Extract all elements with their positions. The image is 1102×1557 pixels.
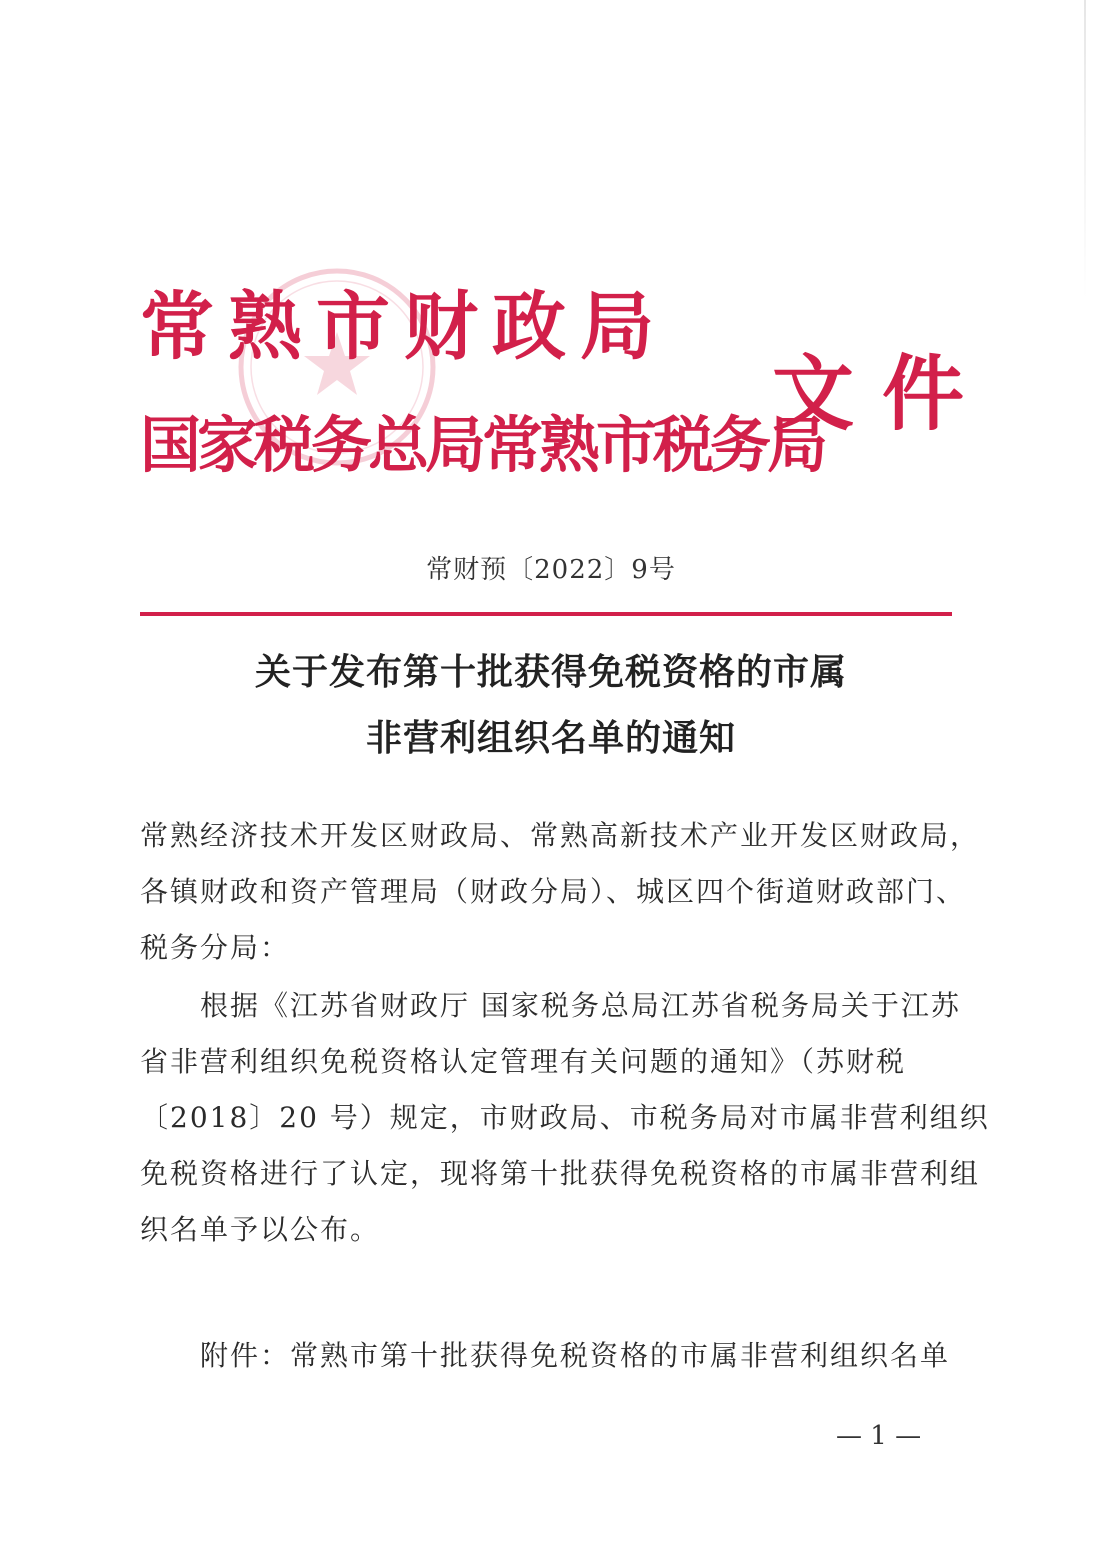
document-title-line-1: 关于发布第十批获得免税资格的市属 bbox=[254, 651, 847, 693]
document-title-line-2: 非营利组织名单的通知 bbox=[365, 717, 736, 759]
attachment-note: 附件：常熟市第十批获得免税资格的市属非营利组织名单 bbox=[200, 1339, 951, 1372]
document-number: 常财预〔2022〕9号 bbox=[426, 555, 676, 585]
recipients-block bbox=[140, 808, 981, 976]
body-paragraph bbox=[140, 978, 990, 1258]
body-line: 免税资格进行了认定，现将第十批获得免税资格的市属非营利组 bbox=[140, 1157, 981, 1190]
scan-edge-mark bbox=[1084, 0, 1086, 300]
page-number: — 1 — bbox=[836, 1421, 922, 1451]
body-line: 根据《江苏省财政厅 国家税务总局江苏省税务局关于江苏 bbox=[200, 989, 961, 1022]
issuer-line-tax-bureau: 国家税务总局常熟市税务局 bbox=[140, 410, 825, 481]
issuer-line-finance-bureau: 常熟市财政局 bbox=[140, 284, 668, 370]
document-type-label: 文件 bbox=[772, 346, 993, 442]
recipients-line: 税务分局： bbox=[140, 931, 291, 964]
red-header-rule bbox=[140, 612, 952, 616]
recipients-line: 各镇财政和资产管理局（财政分局）、城区四个街道财政部门、 bbox=[140, 875, 967, 908]
body-line: 〔2018〕20 号）规定，市财政局、市税务局对市属非营利组织 bbox=[140, 1101, 990, 1134]
body-line: 织名单予以公布。 bbox=[140, 1213, 381, 1246]
body-line: 省非营利组织免税资格认定管理有关问题的通知》（苏财税 bbox=[140, 1045, 907, 1078]
recipients-line: 常熟经济技术开发区财政局、常熟高新技术产业开发区财政局， bbox=[140, 819, 981, 852]
